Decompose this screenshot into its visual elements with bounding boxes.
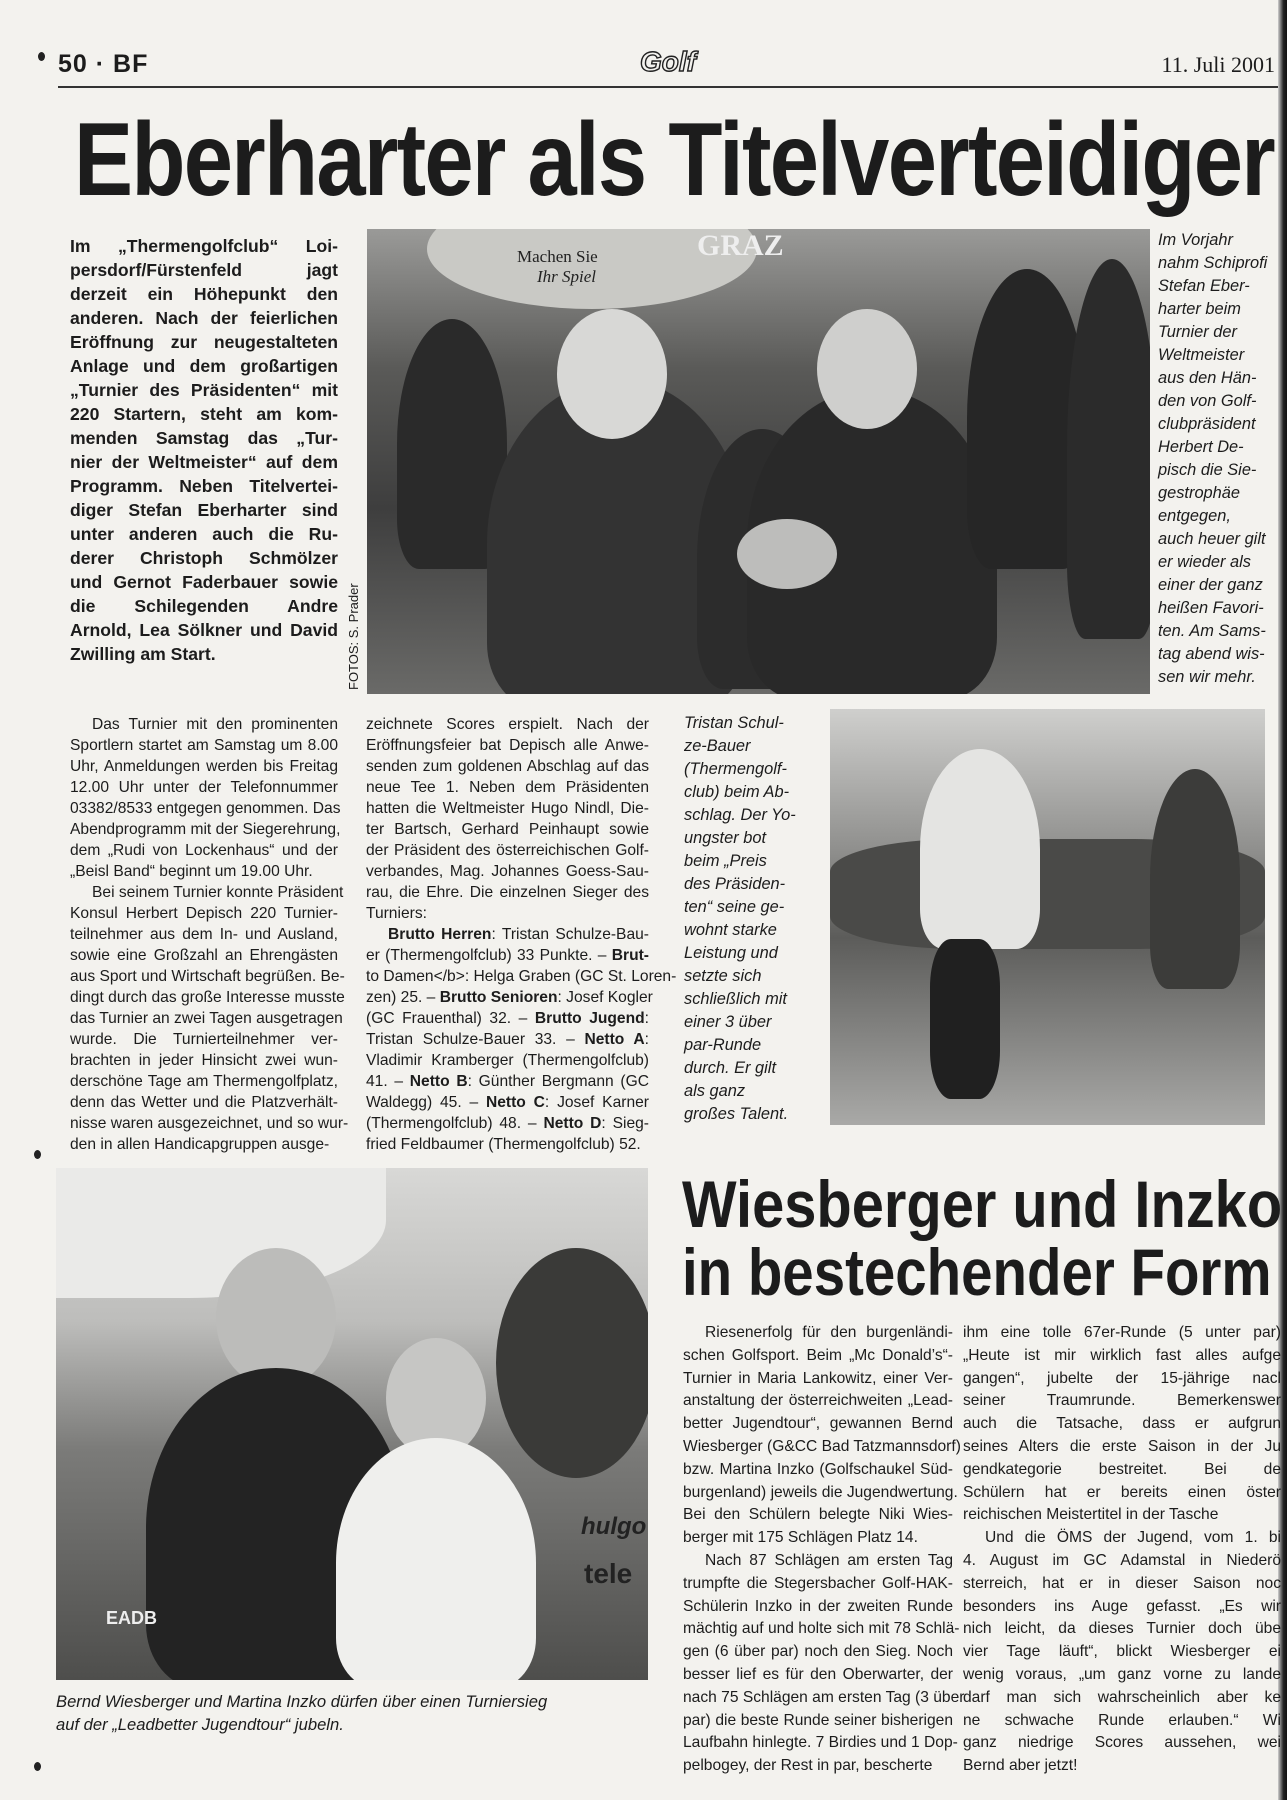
text-line: „Beisl Band“ beginnt um 19.00 Uhr. (70, 863, 313, 880)
text-line: Programm. Neben Titelvertei- (70, 476, 338, 496)
text-line: seiner Traumrunde. Bemerkenswer (963, 1392, 1281, 1410)
text-line: Weltmeister (1158, 346, 1245, 364)
photo-credit: FOTOS: S. Prader (346, 583, 361, 690)
text-line: setzte sich (684, 967, 762, 985)
text-line: Herbert De- (1158, 438, 1244, 456)
text-line: derzeit ein Höhepunkt den (70, 284, 338, 304)
text-line: derer Christoph Schmölzer (70, 548, 338, 568)
article2-column-1 (683, 1322, 965, 1778)
umbrella-shape (56, 1168, 386, 1298)
text-line: vier Tage läuft“, blickt Wiesberger ei (963, 1643, 1281, 1661)
text-line: (Thermengolf- (684, 760, 787, 778)
text-line: 03382/8533 entgegen genommen. Das (70, 800, 341, 817)
text-line: dem „Rudi von Lockenhaus“ und der (70, 842, 338, 859)
text-line: sowie eine Großzahl an Ehrengästen (70, 947, 338, 964)
text-line: Zwilling am Start. (70, 644, 216, 664)
text-line: schließlich mit (684, 990, 787, 1008)
text-line: die Schilegenden Andre (70, 596, 338, 616)
text-line: par-Runde (684, 1036, 762, 1054)
text-line: ze-Bauer (684, 737, 751, 755)
text-line: Im „Thermengolfclub“ Loi- (70, 236, 338, 256)
text-line: Und die ÖMS der Jugend, vom 1. bi (985, 1529, 1281, 1547)
text-line: Bernd aber jetzt! (963, 1757, 1078, 1775)
text-line: Riesenerfolg für den burgenländi- (705, 1324, 953, 1341)
page-number: 50 · BF (58, 50, 149, 78)
text-line: Bei seinem Turnier konnte Präsident (92, 884, 344, 901)
text-line: heißen Favori- (1158, 599, 1264, 617)
golfer-legs-shape (930, 939, 1000, 1099)
text-line: denn das Wetter und die Platzverhält- (70, 1094, 338, 1111)
text-line: nier der Weltmeister“ auf dem (70, 452, 338, 472)
text-line: Bei den Schülern belegte Niki Wies- (683, 1506, 953, 1524)
text-line: darf man sich wahrscheinlich aber ke (963, 1688, 1281, 1706)
text-line: Tristan Schulze-Bauer 33. – Netto A: (366, 1031, 649, 1048)
text-line: nisse waren ausgezeichnet, und so wur- (70, 1115, 349, 1132)
text-line: Das Turnier mit den prominenten (92, 716, 338, 733)
photo3-caption (56, 1690, 547, 1736)
sign-text: Ihr Spiel (537, 267, 597, 286)
text-line: einer 3 über (684, 1013, 772, 1031)
text-line: gestrophäe (1158, 484, 1241, 502)
text-line: Eröffnung zur neugestalteten (70, 332, 338, 352)
article2-headline (682, 1167, 1287, 1309)
text-line: Sportlern startet am Samstag um 8.00 (70, 737, 338, 754)
article2-column-2 (963, 1322, 1281, 1778)
text-line: zen) 25. – Brutto Senioren: Josef Kogler (366, 989, 653, 1006)
golfer-teeing-off-photo (830, 709, 1265, 1125)
text-line: großes Talent. (684, 1105, 789, 1123)
text-line: mächtig auf und holte sich mit 78 Schlä- (683, 1620, 960, 1638)
text-line: sterreich, hat er in dieser Saison noc (963, 1574, 1281, 1592)
text-line: auch die Tatsache, dass er aufgrun (963, 1415, 1281, 1433)
text-line: 4. August im GC Adamstal in Niederö (963, 1551, 1281, 1569)
text-line: Arnold, Lea Sölkner und David (70, 620, 338, 640)
text-line: to Damen</b>: Helga Graben (GC St. Loren- (366, 968, 677, 985)
text-line: rau, die Ehre. Die einzelnen Sieger des (366, 884, 649, 901)
text-line: ten“ seine ge- (684, 898, 785, 916)
text-line: aus Sport und Wirtschaft begrüßen. Be- (70, 968, 345, 985)
text-line: senden zum goldenen Abschlag auf das (366, 758, 649, 775)
text-line: Stefan Eber- (1158, 277, 1250, 295)
text-line: club) beim Ab- (684, 783, 790, 801)
text-line: anderen. Nach der feierlichen (70, 308, 338, 328)
text-line: schlag. Der Yo- (684, 806, 796, 824)
text-line: den in allen Handicapgruppen ausge- (70, 1136, 330, 1153)
text-line: Brutto Herren: Tristan Schulze-Bau- (388, 926, 650, 943)
text-line: wenig voraus, „um ganz vorne zu lande (963, 1665, 1281, 1683)
text-line: ter Bartsch, Gerhard Peinhaupt sowie (366, 821, 649, 838)
header-rule (58, 86, 1278, 88)
text-line: nach 75 Schlägen am ersten Tag (3 über (683, 1688, 965, 1706)
text-line: Vladimir Kramberger (Thermengolfclub) (366, 1052, 649, 1069)
head-shape (216, 1248, 336, 1388)
text-line: wohnt starke (684, 921, 777, 939)
text-line: harter beim (1158, 300, 1241, 318)
text-line: nich leicht, da dieses Turnier doch übe (963, 1620, 1281, 1638)
banner-text: tele (584, 1558, 633, 1589)
golfer-shape (920, 749, 1040, 949)
text-line: als ganz (684, 1082, 746, 1100)
text-line: zeichnete Scores erspielt. Nach der (366, 716, 649, 733)
text-line: Waldegg) 45. – Netto C: Josef Karner (366, 1094, 649, 1111)
text-line: beim „Preis (684, 852, 767, 870)
text-line: Wiesberger (G&CC Bad Tatzmannsdorf) (683, 1437, 961, 1455)
text-line: brachten in jeder Hinsicht zwei wun- (70, 1052, 338, 1069)
text-line: gendkategorie bestreitet. Bei de (963, 1460, 1281, 1478)
article-lead (70, 234, 338, 666)
text-line: 220 Startern, steht am kom- (70, 404, 338, 424)
text-line: (Thermengolfclub) 48. – Netto D: Sieg- (366, 1115, 649, 1132)
text-line: und Gernot Faderbauer sowie (70, 572, 338, 592)
article1-column-2 (366, 714, 677, 1155)
text-line: Eröffnungsfeier bat Depisch alle Anwe- (366, 737, 649, 754)
text-line: verbandes, Mag. Johannes Goess-Sau- (366, 863, 649, 880)
text-line: besonders ins Auge gefasst. „Es wir (963, 1597, 1281, 1615)
text-line: derschöne Tage am Thermengolfplatz, (70, 1073, 338, 1090)
tree-shape (496, 1248, 648, 1478)
text-line: Turnier in Maria Lankowitz, einer Ver- (683, 1369, 953, 1387)
youth-winners-photo (56, 1168, 648, 1680)
text-line: Laufbahn hinlegte. 7 Birdies und 1 Dop- (683, 1734, 958, 1752)
head-shape (557, 309, 667, 439)
article1-column-1 (70, 714, 349, 1155)
text-line: ihm eine tolle 67er-Runde (5 unter par) (963, 1324, 1281, 1341)
text-line: das Turnier an zwei Tagen ausgetragen (70, 1010, 343, 1027)
issue-date: 11. Juli 2001 (1161, 52, 1275, 77)
text-line: better Jugendtour“, gewannen Bernd (683, 1415, 953, 1433)
text-line: ten. Am Sams- (1158, 622, 1266, 640)
text-line: (GC Frauenthal) 32. – Brutto Jugend: (366, 1010, 649, 1027)
text-line: Konsul Herbert Depisch 220 Turnier- (70, 905, 338, 922)
award-ceremony-photo (367, 229, 1150, 694)
text-line: diger Stefan Eberharter sind (70, 500, 338, 520)
text-line: clubpräsident (1158, 415, 1256, 433)
banner-text: hulgo (581, 1513, 647, 1540)
text-line: den von Golf- (1158, 392, 1257, 410)
trophy-shape (737, 519, 837, 589)
caption-line: Bernd Wiesberger und Martina Inzko dürfen über einen Turniersieg (56, 1692, 548, 1711)
text-line: 41. – Netto B: Günther Bergmann (GC (366, 1073, 649, 1090)
text-line: unter anderen auch die Ru- (70, 524, 338, 544)
text-line: „Heute ist mir wirklich fast alles aufge (963, 1346, 1281, 1364)
text-line: bzw. Martina Inzko (Golfschaukel Süd- (683, 1460, 953, 1478)
text-line: Anlage und dem großartigen (70, 356, 338, 376)
photo2-caption (684, 712, 809, 1126)
text-line: burgenland) jeweils die Jugendwertung. (683, 1483, 958, 1501)
text-line: Turnier der (1158, 323, 1237, 341)
text-line: teilnehmer aus dem In- und Ausland, (70, 926, 338, 943)
text-line: ganz niedrige Scores aussehen, wei (963, 1734, 1281, 1752)
text-line: gen (6 über par) noch den Sieg. Noch (683, 1643, 953, 1661)
headline-line: Wiesberger und Inzko (682, 1167, 1283, 1241)
headline-text: Eberharter als Titelverteidiger (74, 102, 1275, 218)
text-line: durch. Er gilt (684, 1059, 777, 1077)
text-line: einer der ganz (1158, 576, 1263, 594)
caption-line: auf der „Leadbetter Jugendtour“ jubeln. (56, 1715, 344, 1734)
text-line: Nach 87 Schlägen am ersten Tag (705, 1551, 953, 1569)
registration-mark (34, 1762, 41, 1771)
text-line: „Turnier des Präsidenten“ mit (70, 380, 338, 400)
text-line: berger mit 175 Schlägen Platz 14. (683, 1529, 918, 1547)
text-line: neue Tee 1. Neben dem Präsidenten (366, 779, 649, 796)
text-line: ne schwache Runde erlauben.“ Wi (963, 1711, 1281, 1729)
text-line: aus den Hän- (1158, 369, 1257, 387)
text-line: schen Golfsport. Beim „Mc Donald’s“- (683, 1346, 953, 1364)
registration-mark (38, 52, 45, 61)
text-line: hatten die Weltmeister Hugo Nindl, Die- (366, 800, 649, 817)
text-line: der Präsident des österreichischen Golf- (366, 842, 649, 859)
text-line: menden Samstag das „Tur- (70, 428, 338, 448)
text-line: reichischen Meistertitel in der Tasche (963, 1506, 1219, 1524)
text-line: tag abend wis- (1158, 645, 1265, 663)
text-line: persdorf/Fürstenfeld jagt (70, 260, 338, 280)
text-line: Abendprogramm mit der Siegerehrung, (70, 821, 341, 838)
text-line: er (Thermengolfclub) 33 Punkte. – Brut- (366, 947, 649, 964)
headline-line: in bestechender Form (682, 1235, 1272, 1309)
text-line: sen wir mehr. (1158, 668, 1256, 686)
text-line: pisch die Sie- (1158, 461, 1257, 479)
registration-mark (34, 1150, 41, 1159)
text-line: er wieder als (1158, 553, 1251, 571)
banner-text: EADB (106, 1608, 158, 1628)
text-line: trumpfte die Stegersbacher Golf-HAK- (683, 1574, 953, 1592)
person-shape (336, 1438, 536, 1680)
text-line: des Präsiden- (684, 875, 786, 893)
sign-text: GRAZ (697, 229, 784, 262)
text-line: wurde. Die Turnierteilnehmer ver- (70, 1031, 338, 1048)
text-line: par) die beste Runde seiner bisherigen (683, 1711, 953, 1729)
text-line: anstaltung der österreichweiten „Lead- (683, 1392, 953, 1410)
text-line: Im Vorjahr (1158, 231, 1233, 249)
text-line: gangen“, jubelte der 15-jährige nacl (963, 1369, 1281, 1387)
text-line: besser lief es für den Oberwarter, der (683, 1665, 953, 1683)
article-headline (74, 102, 1287, 218)
spectator-shape (1150, 769, 1240, 989)
text-line: 12.00 Uhr unter der Telefonnummer (70, 779, 338, 796)
text-line: Leistung und (684, 944, 778, 962)
section-title: Golf (640, 46, 696, 77)
head-shape (817, 309, 917, 429)
text-line: pelbogey, der Rest in par, bescherte (683, 1757, 933, 1775)
text-line: Turniers: (366, 905, 427, 922)
person-shape (1067, 259, 1150, 639)
text-line: ungster bot (684, 829, 767, 847)
text-line: Schülern hat er bereits einen öster (963, 1483, 1281, 1501)
text-line: Schülerin Inzko in der zweiten Runde (683, 1597, 953, 1615)
text-line: dingt durch das große Interesse musste (70, 989, 345, 1006)
text-line: Uhr, Anmeldungen werden bis Freitag (70, 758, 338, 775)
sign-text: Machen Sie (517, 247, 598, 266)
photo1-caption (1158, 229, 1283, 689)
text-line: entgegen, (1158, 507, 1231, 525)
text-line: seines Alters die erste Saison in der Ju (963, 1437, 1281, 1455)
text-line: nahm Schiprofi (1158, 254, 1268, 272)
text-line: fried Feldbaumer (Thermengolfclub) 52. (366, 1136, 641, 1153)
text-line: Tristan Schul- (684, 714, 784, 732)
text-line: auch heuer gilt (1158, 530, 1266, 548)
